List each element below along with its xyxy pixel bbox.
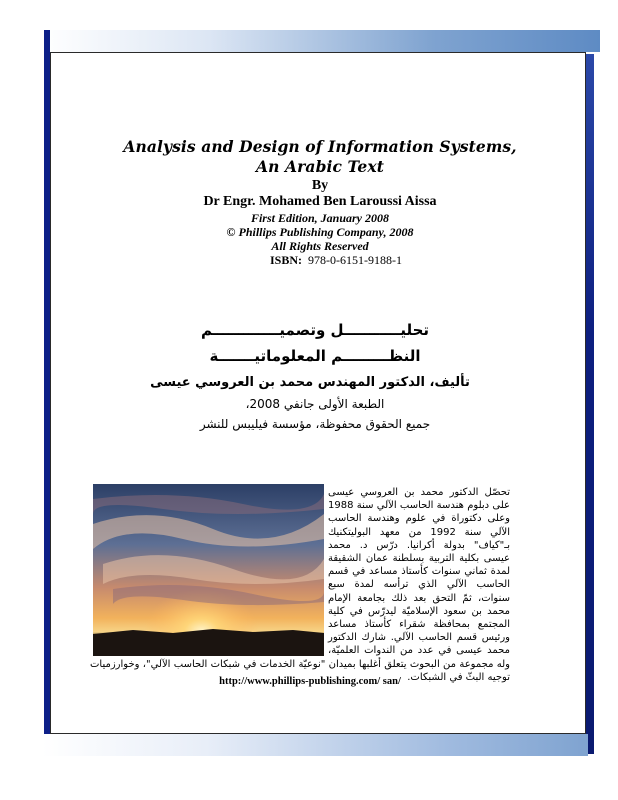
isbn-line: [270, 253, 402, 268]
by-label: By: [311, 178, 329, 193]
english-title-line2: An Arabic Text: [256, 157, 384, 176]
english-title-line1: Analysis and Design of Information Systems,: [123, 137, 517, 156]
isbn-value: 978-0-6151-9188-1: [308, 253, 402, 267]
photo-spacer: [90, 486, 328, 652]
publisher-url[interactable]: http://www.phillips-publishing.com/ san/: [219, 676, 401, 687]
arabic-title-line2: النظـــــــــم المعلوماتيـــــــة: [209, 347, 421, 365]
arabic-edition: الطبعة الأولى جانفي 2008،: [245, 397, 385, 411]
author-biography-text: تحصّل الدكتور محمد بن العروسي عيسى على دبلوم هندسة الحاسب الآلي سنة 1988 وعلى دكتوراة في علوم وهندسة الحاسب الآلي سنة 1992 من معهد البوليتكنيك بـ"كياف" بدولة أكرانيا. درّس د. محمد عيسى بكلية التربية بسلطنة عمان الشقيقة لمدة ثماني سنوات كأستاذ مساعد في قسم الحاسب الآلي الذي ترأسه لمدة سبع سنوات، ثمّ التحق بعد ذلك بجامعة الإمام محمد بن سعود الإسلاميّة ليدرّس في كلية المجتمع بمحافظة شقراء كأستاذ مساعد ورئيس قسم الحاسب الآلي. شارك الدكتور محمد عيسى في عدد من الندوات العلميّة، وله مجموعة من البحوث يتعلق أغلبها بميدان "نوعيّة الخدمات في شبكات الحاسب الآلي"، وخوارزميات توجيه البثّ في الشبكات.: [90, 487, 510, 683]
rights-line: All Rights Reserved: [271, 239, 369, 253]
isbn-label: ISBN:: [270, 253, 303, 267]
author-name: Dr Engr. Mohamed Ben Laroussi Aissa: [203, 194, 437, 209]
edition-line: First Edition, January 2008: [250, 211, 390, 225]
bottom-blue-band: [42, 734, 588, 756]
arabic-author: تأليف، الدكتور المهندس محمد بن العروسي عيسى: [150, 375, 470, 390]
publisher-line: © Phillips Publishing Company, 2008: [226, 225, 414, 239]
right-dark-blue-band: [586, 54, 594, 754]
top-blue-band: [42, 30, 600, 52]
arabic-title-line1: تحليـــــــــــل وتصميـــــــــــــم: [200, 321, 430, 339]
arabic-rights: جميع الحقوق محفوظة، مؤسسة فيليبس للنشر: [199, 417, 431, 431]
